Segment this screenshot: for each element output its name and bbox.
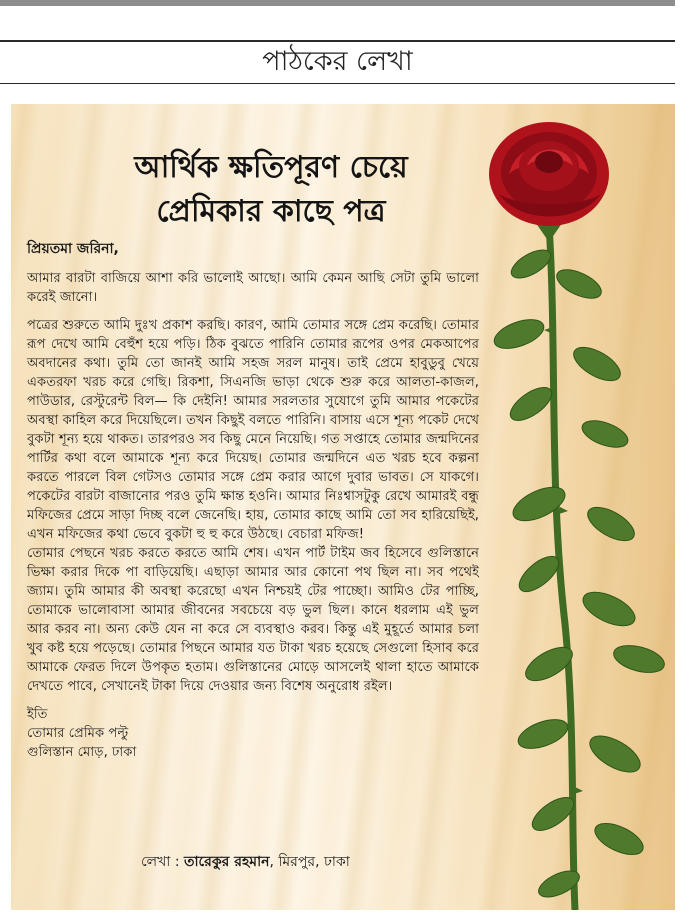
article-headline bbox=[61, 146, 481, 234]
signoff-closing: ইতি bbox=[27, 707, 48, 722]
paragraph-2: পত্রের শুরুতে আমি দুঃখ প্রকাশ করছি। কারণ, আমি তোমার সঙ্গে প্রেম করেছি। তোমার রূপ দেখে আমি বেহুঁশ হয়ে পড়ি। ঠিক বুঝতে পারিনি তোমার রূপের ওপর মেকআপের অবদানের কথা। তুমি তো জানই আমি সহজ সরল মানুষ। তাই প্রেমে হাবুডুবু খেয়ে একতরফা খরচ করে গেছি। রিকশা, সিএনজি ভাড়া থেকে শুরু করে আলতা-কাজল, পাউডার, রেস্টুরেন্ট বিল— কি দেইনি! আমার সরলতার সুযোগে তুমি আমার পকেটের অবস্থা কাহিল করে দিয়েছিলে। তখন কিছুই বলতে পারিনি। বাসায় এসে শূন্য পকেট দেখে বুকটা শূন্য হয়ে থাকত। তারপরও সব কিছু মেনে নিয়েছি। গত সপ্তাহে তোমার জন্মদিনের পার্টির কথা বলে আমাকে শূন্য করে দিয়েছ। তোমার জন্মদিনে এত খরচ হবে কল্পনা করতে পারলে বিল গেটসও তোমার সঙ্গে প্রেম করার আগে দুবার ভাবত। সে যাকগে। পকেটের বারটা বাজানোর পরও তুমি ক্ষান্ত হওনি। আমার নিঃশ্বাসটুকু রেখে আমারই বন্ধু মফিজের প্রেমে সাড়া দিচ্ছ বলে জেনেছি। হায়, তোমার কাছে আমি তো সব হারিয়েছিই, এখন মফিজের কথা ভেবে বুকটা হু হু করে উঠছে। বেচারা মফিজ! bbox=[27, 318, 479, 542]
letter-body bbox=[27, 240, 479, 762]
author-credit bbox=[141, 852, 471, 872]
section-rule-top bbox=[0, 40, 675, 42]
paragraph-3: তোমার পেছনে খরচ করতে করতে আমি শেষ। এখন পার্ট টাইম জব হিসেবে গুলিস্তানে ভিক্ষা করার দিকে পা বাড়িয়েছি। এছাড়া আমার আর কোনো পথ ছিল না। সব পথেই জ্যাম। তুমি আমার কী অবস্থা করেছো এখন নিশ্চয়ই টের পাচ্ছো। আমিও টের পাচ্ছি, তোমাকে ভালোবাসা আমার জীবনের সবচেয়ে বড় ভুল ছিল। কানে ধরলাম এই ভুল আর করব না। অন্য কেউ যেন না করে সে ব্যবস্থাও করব। কিন্তু এই মুহূর্তে আমার চলা খুব কষ্ট হয়ে পড়েছে। তোমার পিছনে আমার যত টাকা খরচ হয়েছে সেগুলো হিসাব করে আমাকে ফেরত দিলে উপকৃত হতাম। গুলিস্তানের মোড়ে আসলেই থালা হাতে আমাকে দেখতে পাবে, সেখানেই টাকা দিয়ে দেওয়ার জন্য বিশেষ অনুরোধ রইল। bbox=[27, 546, 479, 694]
top-rule bbox=[0, 0, 675, 6]
headline-line-1: আর্থিক ক্ষতিপূরণ চেয়ে bbox=[134, 150, 408, 185]
article-panel bbox=[11, 104, 675, 910]
rose-illustration bbox=[479, 104, 675, 910]
credit-location: , মিরপুর, ঢাকা bbox=[269, 854, 350, 870]
section-rule-bottom bbox=[0, 83, 675, 84]
signoff bbox=[27, 705, 479, 762]
credit-label: লেখা : bbox=[141, 854, 184, 870]
salutation: প্রিয়তমা জরিনা, bbox=[27, 241, 119, 257]
credit-author: তারেকুর রহমান bbox=[183, 854, 270, 870]
rose-leaves bbox=[490, 244, 667, 902]
signoff-address: গুলিস্তান মোড়, ঢাকা bbox=[27, 745, 137, 760]
headline-line-2: প্রেমিকার কাছে পত্র bbox=[156, 194, 386, 229]
section-title: পাঠকের লেখা bbox=[262, 46, 413, 77]
rose-bloom bbox=[489, 122, 609, 226]
paragraph-1: আমার বারটা বাজিয়ে আশা করি ভালোই আছো। আমি কেমন আছি সেটা তুমি ভালো করেই জানো। bbox=[27, 271, 479, 305]
signoff-name: তোমার প্রেমিক পল্টু bbox=[27, 726, 129, 741]
